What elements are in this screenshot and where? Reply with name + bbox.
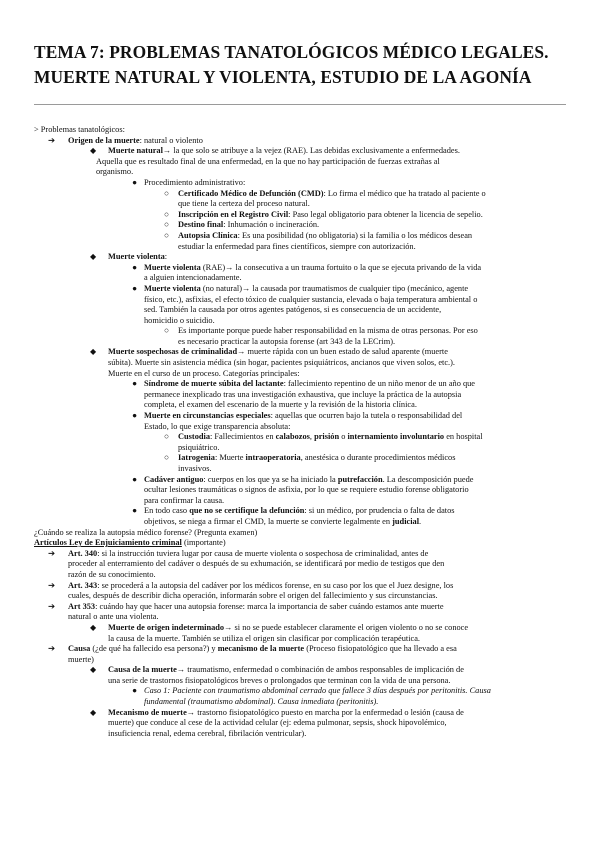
text-run: psiquiátrico. <box>178 442 220 452</box>
dot-bullet-icon: ● <box>132 262 138 272</box>
dot-bullet-icon: ● <box>132 379 138 389</box>
text-line <box>34 273 579 284</box>
text-line <box>34 242 579 253</box>
arrow-icon: ➔ <box>48 644 55 654</box>
list-item <box>34 210 579 221</box>
text-line <box>34 337 579 348</box>
text-line <box>34 612 579 623</box>
text-run: : cuándo hay que hacer una autopsia forense: marca la importancia de saber cuándo estamos ante muerte <box>95 601 444 611</box>
list-item <box>34 189 579 200</box>
text-run: permanece inexplicado tras una investigación exhaustiva, que incluye la práctica de la autopsia <box>144 389 462 399</box>
text-run: en hospital <box>444 432 483 442</box>
list-item <box>34 146 579 157</box>
text-line <box>34 464 579 475</box>
text-run: Origen de la muerte <box>68 135 140 145</box>
list-item <box>34 581 579 592</box>
text-run: Causa de la muerte <box>108 665 177 675</box>
text-run: Destino final <box>178 220 224 230</box>
text-line <box>34 390 579 401</box>
list-item <box>34 252 579 263</box>
text-run: (RAE)→ la consecutiva a un trauma fortuito o la que se ejecuta privando de la vida <box>200 262 482 272</box>
text-run: Iatrogenia <box>178 453 215 463</box>
section-heading <box>34 125 579 136</box>
arrow-icon: ➔ <box>48 580 55 590</box>
document-body <box>34 125 579 739</box>
text-run: súbita). Muerte sin asistencia médica (sin hogar, pacientes psiquiátricos, ancianos que viven solos, etc.). <box>108 358 455 368</box>
dot-bullet-icon: ● <box>132 411 138 421</box>
text-run: Muerte natural <box>108 146 163 156</box>
text-line <box>34 295 579 306</box>
text-run: es necesario practicar la autopsia forense (art 343 de la LECrim). <box>178 336 396 346</box>
text-line <box>34 422 579 433</box>
text-run: Artículos Ley de Enjuiciamiento criminal <box>34 538 182 548</box>
text-run: Muerte en circunstancias especiales <box>144 411 271 421</box>
text-run: sed. También la causada por otros agentes patógenos, si es consecuencia de un accidente, <box>144 305 442 315</box>
text-run: insuficiencia renal, edema cerebral, fibrilación ventricular). <box>108 728 307 738</box>
text-run: proceder al enterramiento del cadáver o después de su exhumación, se identificará por medio de testigos que den <box>68 559 445 569</box>
text-run: completa, el examen del escenario de la muerte y la revisión de la historia clínica. <box>144 400 417 410</box>
text-run: muerte) <box>68 654 94 664</box>
text-run: , <box>309 432 315 442</box>
text-run: Muerte violenta <box>144 283 201 293</box>
list-item <box>34 686 579 697</box>
text-line <box>34 485 579 496</box>
text-run: Muerte sospechosas de criminalidad <box>108 347 238 357</box>
text-run: : Es una posibilidad (no obligatoria) si la familia o los médicos desean <box>237 230 473 240</box>
text-run: Muerte en el curso de un proceso. Categorías principales: <box>108 368 300 378</box>
circle-bullet-icon: ○ <box>164 209 170 219</box>
text-run: objetivos, se niega a firmar el CMD, la muerte se convierte legalmente en <box>144 516 393 526</box>
text-run: Muerte violenta <box>108 252 165 262</box>
text-run: que no se certifique la defunción <box>189 506 305 516</box>
text-run: (Proceso fisiopatológico que ha llevado a esa <box>304 644 457 654</box>
text-run: → traumatismo, enfermedad o combinación de ambos responsables de implicación de <box>176 665 464 675</box>
text-run: Autopsia Clínica <box>178 230 238 240</box>
circle-bullet-icon: ○ <box>164 188 170 198</box>
text-line <box>34 634 579 645</box>
text-line <box>34 167 579 178</box>
dot-bullet-icon: ● <box>132 506 138 516</box>
list-item <box>34 708 579 719</box>
text-run: ¿Cuándo se realiza la autopsia médico forense? (Pregunta examen) <box>34 527 258 537</box>
text-line <box>34 697 579 708</box>
list-item <box>34 602 579 613</box>
title-line-1: TEMA 7: PROBLEMAS TANATOLÓGICOS MÉDICO LEGALES. <box>34 42 549 62</box>
list-item <box>34 432 579 443</box>
text-line <box>34 591 579 602</box>
text-run: la causa de la muerte. También se utiliza el origen sin clasificar por complicación terapéutica. <box>108 633 421 643</box>
text-run: Art 353 <box>68 601 96 611</box>
text-run: : Lo firma el médico que ha tratado al paciente o <box>323 188 486 198</box>
text-run: Procedimiento administrativo: <box>144 177 246 187</box>
text-run: Muerte de origen indeterminado <box>108 622 225 632</box>
text-run: judicial <box>392 516 420 526</box>
text-run: → la que solo se atribuye a la vejez (RAE). Las debidas exclusivamente a enfermedades. <box>162 146 460 156</box>
text-run: (¿de qué ha fallecido esa persona?) y <box>90 644 218 654</box>
text-run: cuales, después de describir dicha operación, informarán sobre el origen del fallecimiento y sus circunstancias. <box>68 591 438 601</box>
list-item <box>34 263 579 274</box>
text-run: : cuerpos en los que ya se ha iniciado la <box>203 474 338 484</box>
text-line <box>34 400 579 411</box>
list-item <box>34 475 579 486</box>
text-run: Caso 1: Paciente con traumatismo abdominal cerrado que fallece 3 días después por peritonitis. Causa <box>144 686 491 696</box>
text-run: razón de su conocimiento. <box>68 569 156 579</box>
text-run: Es importante porque puede haber responsabilidad en la misma de otras personas. Por eso <box>178 326 478 336</box>
text-run: (no natural)→ la causada por traumatismos de cualquier tipo (mecánico, agente <box>200 283 469 293</box>
text-line <box>34 443 579 454</box>
list-item <box>34 506 579 517</box>
dot-bullet-icon: ● <box>132 474 138 484</box>
text-run: : si la instrucción tuviera lugar por causa de muerte violenta o sospechosa de criminalidad, antes de <box>97 548 429 558</box>
page-title <box>34 40 574 90</box>
text-line <box>34 517 579 528</box>
text-line <box>34 157 579 168</box>
text-run: . La descomposición puede <box>382 474 474 484</box>
text-run: Custodia <box>178 432 210 442</box>
text-run: Síndrome de muerte súbita del lactante <box>144 379 284 389</box>
list-item <box>34 453 579 464</box>
text-run: : Fallecimientos en <box>210 432 276 442</box>
text-run: Causa <box>68 644 91 654</box>
text-run: intraoperatoria <box>245 453 301 463</box>
text-run: . <box>419 516 422 526</box>
text-run: invasivos. <box>178 464 212 473</box>
text-run: Cadáver antiguo <box>144 474 204 484</box>
text-run: prisión <box>314 432 340 442</box>
text-run: muerte) que conduce al cese de la actividad celular (ej: edema pulmonar, sepsis, shock hipovolémico, <box>108 718 447 728</box>
list-item <box>34 220 579 231</box>
text-run: putrefacción <box>337 474 383 484</box>
text-run: : fallecimiento repentino de un niño menor de un año que <box>283 379 475 389</box>
circle-bullet-icon: ○ <box>164 230 170 240</box>
articles-heading <box>34 538 579 549</box>
list-item <box>34 284 579 295</box>
arrow-icon: ➔ <box>48 135 55 145</box>
list-item <box>34 326 579 337</box>
text-run: estudiar la enfermedad para fines científicos, siempre con autorización. <box>178 241 416 251</box>
text-run: a alguien intencionadamente. <box>144 273 242 283</box>
list-item <box>34 623 579 634</box>
text-run: natural o ante una violenta. <box>68 612 159 622</box>
list-item <box>34 665 579 676</box>
list-item <box>34 644 579 655</box>
text-run: mecanismo de la muerte <box>217 644 305 654</box>
arrow-icon: ➔ <box>48 548 55 558</box>
dot-bullet-icon: ● <box>132 283 138 293</box>
text-run: : aquellas que ocurren bajo la tutela o responsabilidad del <box>270 411 463 421</box>
diamond-bullet-icon: ◆ <box>90 622 97 632</box>
text-run: homicidio o suicidio. <box>144 315 215 325</box>
text-run: : Paso legal obligatorio para obtener la licencia de sepelio. <box>288 209 483 219</box>
text-run: : natural o violento <box>139 135 203 145</box>
text-line <box>34 655 579 666</box>
text-line <box>34 559 579 570</box>
text-line <box>34 199 579 210</box>
text-line <box>34 369 579 380</box>
diamond-bullet-icon: ◆ <box>90 252 97 262</box>
text-run: que tiene la certeza del proceso natural. <box>178 199 310 209</box>
text-run: → muerte rápida con un buen estado de salud aparente (muerte <box>237 347 448 357</box>
text-run: → si no se puede establecer claramente el origen violento o no se conoce <box>224 622 469 632</box>
circle-bullet-icon: ○ <box>164 453 170 463</box>
text-line <box>34 496 579 507</box>
list-item <box>34 231 579 242</box>
diamond-bullet-icon: ◆ <box>90 347 97 357</box>
text-run: Aquella que es resultado final de una enfermedad, en la que no hay participación de fuerzas extrañas al <box>96 156 440 166</box>
diamond-bullet-icon: ◆ <box>90 707 97 717</box>
list-item <box>34 549 579 560</box>
title-divider <box>34 104 566 105</box>
diamond-bullet-icon: ◆ <box>90 665 97 675</box>
text-run: físico, etc.), asfixias, el efecto tóxico de cualquier sustancia, elevada o baja temperatura ambiental o <box>144 294 478 304</box>
text-line <box>34 358 579 369</box>
text-run: : Muerte <box>214 453 246 463</box>
text-run: Muerte violenta <box>144 262 201 272</box>
text-line <box>34 676 579 687</box>
text-run: Art. 343 <box>68 580 98 590</box>
list-item <box>34 178 579 189</box>
list-item <box>34 347 579 358</box>
text-run: Inscripción en el Registro Civil <box>178 209 289 219</box>
text-run: , anestésica o durante procedimientos médicos <box>300 453 456 463</box>
dot-bullet-icon: ● <box>132 177 138 187</box>
text-line <box>34 570 579 581</box>
title-line-2: MUERTE NATURAL Y VIOLENTA, ESTUDIO DE LA AGONÍA <box>34 67 532 87</box>
list-item <box>34 411 579 422</box>
arrow-icon: ➔ <box>48 601 55 611</box>
text-line <box>34 729 579 740</box>
text-run: o <box>339 432 348 442</box>
text-run: calabozos <box>275 432 310 442</box>
text-run: (importante) <box>181 538 226 548</box>
text-run: internamiento involuntario <box>347 432 445 442</box>
text-run: Mecanismo de muerte <box>108 707 187 717</box>
text-line <box>34 718 579 729</box>
text-run: para confirmar la causa. <box>144 495 225 505</box>
text-run: Certificado Médico de Defunción (CMD) <box>178 188 324 198</box>
text-run: Estado, lo que exige transparencia absoluta: <box>144 421 291 431</box>
list-item <box>34 379 579 390</box>
text-run: una serie de trastornos fisiopatológicos breves o prolongados que terminan con la vida de una persona. <box>108 675 451 685</box>
text-run: ocultar lesiones traumáticas o signos de asfixia, por lo que se requiere estudio forense obligatorio <box>144 485 469 495</box>
text-line <box>34 316 579 327</box>
diamond-bullet-icon: ◆ <box>90 146 97 156</box>
text-run: En todo caso <box>144 506 190 516</box>
text-run: : <box>164 252 168 262</box>
text-run: Art. 340 <box>68 548 98 558</box>
text-run: : Inhumación o incineración. <box>223 220 320 230</box>
dot-bullet-icon: ● <box>132 686 138 696</box>
text-run: : si un médico, por prudencia o falta de datos <box>304 506 455 516</box>
circle-bullet-icon: ○ <box>164 326 170 336</box>
text-run: > Problemas tanatológicos: <box>34 125 125 134</box>
text-line <box>34 305 579 316</box>
list-item <box>34 136 579 147</box>
text-run: fundamental (traumatismo abdominal). Causa inmediata (peritonitis). <box>144 697 379 707</box>
question-line <box>34 528 579 539</box>
text-run: organismo. <box>96 167 134 177</box>
circle-bullet-icon: ○ <box>164 432 170 442</box>
text-run: : se procederá a la autopsia del cadáver por los médicos forense, en su caso por los que el Juez designe, los <box>97 580 454 590</box>
circle-bullet-icon: ○ <box>164 220 170 230</box>
text-run: → trastorno fisiopatológico puesto en marcha por la enfermedad o lesión (causa de <box>186 707 464 717</box>
